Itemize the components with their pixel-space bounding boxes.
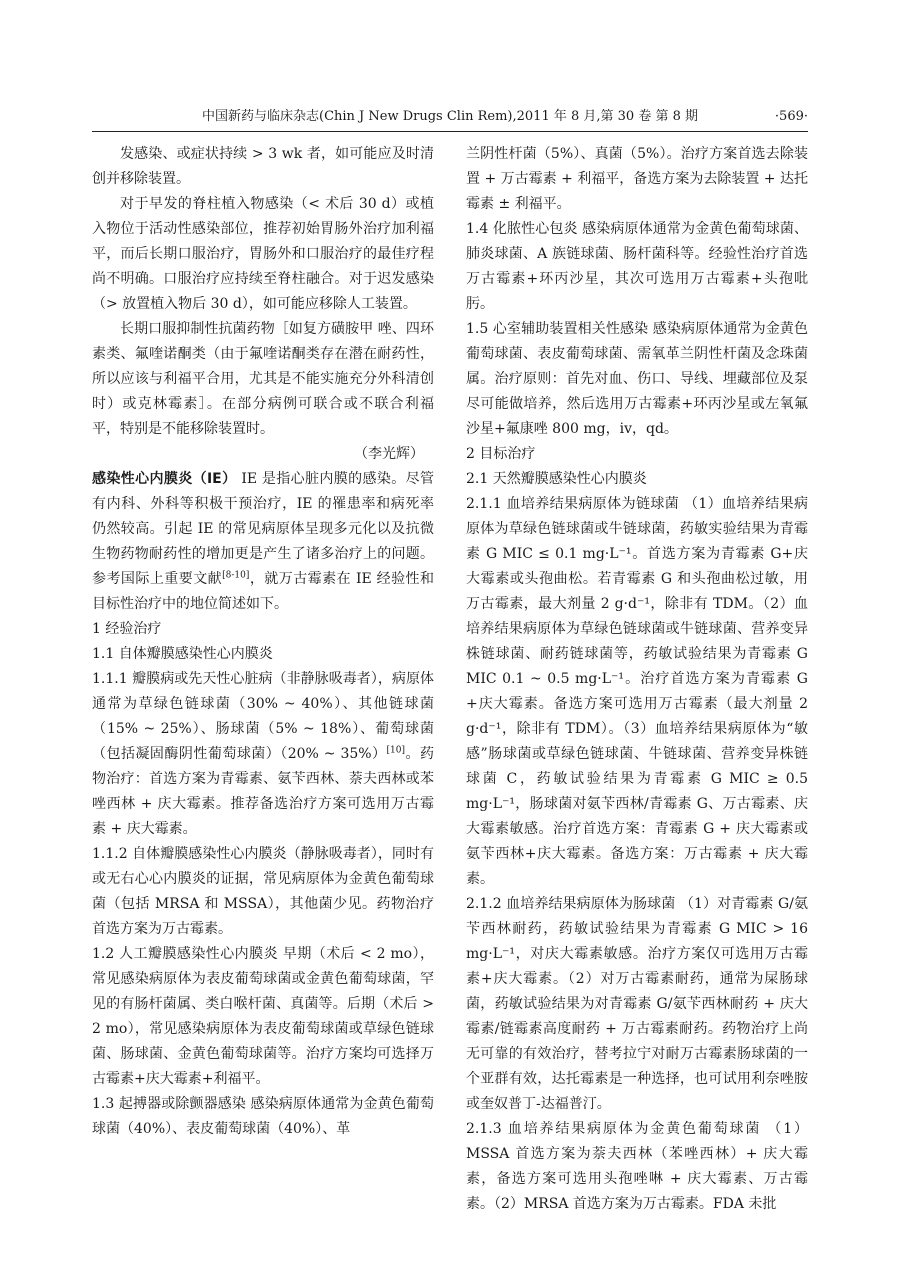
section-intro-paragraph xyxy=(92,467,434,617)
citation-ref: [10] xyxy=(386,745,406,756)
paragraph-1-1-1 xyxy=(92,667,434,842)
section-keyword: 感染性心内膜炎（IE） xyxy=(92,471,237,487)
paragraph-text: ，就万古霉素在 IE 经验性和目标性治疗中的地位简述如下。 xyxy=(92,571,434,612)
paragraph: 兰阴性杆菌（5%）、真菌（5%）。治疗方案首选去除装置 + 万古霉素 + 利福平，备选方案为去除装置 + 达托霉素 ± 利福平。 xyxy=(466,146,808,212)
running-header xyxy=(92,107,808,127)
paragraph: 长期口服抑制性抗菌药物［如复方磺胺甲 唑、四环素类、氟喹诺酮类（由于氟喹诺酮类存在潜在耐药性，所以应该与利福平合用，尤其是不能实施充分外科清创时）或克林霉素］。在部分病例可联合或不联合利福平，特别是不能移除装置时。 xyxy=(92,321,434,437)
page-number: ·569· xyxy=(774,109,808,124)
paragraph: 对于早发的脊柱植入物感染（< 术后 30 d）或植入物位于活动性感染部位，推荐初始胃肠外治疗加利福平，而后长期口服治疗，胃肠外和口服治疗的最佳疗程尚不明确。口服治疗应持续至脊柱融合。对于迟发感染（> 放置植入物后 30 d），如可能应移除人工装置。 xyxy=(92,196,434,312)
paragraph-2-1-2: 2.1.2 血培养结果病原体为肠球菌 （1）对青霉素 G/氨苄西林耐药，药敏试验结果为青霉素 G MIC > 16 mg·L⁻¹，对庆大霉素敏感。治疗方案仅可选用万古霉素+庆大霉素。（2）对万古霉素耐药，通常为屎肠球菌，药敏试验结果为对青霉素 G/氨苄西林耐药 + 庆大霉素/链霉素高度耐药 + 万古霉素耐药。药物治疗上尚无可靠的有效治疗，替考拉宁对耐万古霉素肠球菌的一个亚群有效，达托霉素是一种选择，也可试用利奈唑胺或奎奴普丁-达福普汀。 xyxy=(466,896,808,1112)
left-column xyxy=(92,142,434,1267)
citation-ref: [8-10] xyxy=(222,570,250,581)
heading-2-1: 2.1 天然瓣膜感染性心内膜炎 xyxy=(466,471,647,487)
heading-1: 1 经验治疗 xyxy=(92,621,162,637)
right-column xyxy=(466,142,808,1267)
paragraph-1-1-2: 1.1.2 自体瓣膜感染性心内膜炎（静脉吸毒者），同时有或无右心心内膜炎的证据，常见病原体为金黄色葡萄球菌（包括 MRSA 和 MSSA），其他菌少见。药物治疗首选方案为万古霉素。 xyxy=(92,846,434,937)
author-signature: （李光辉） xyxy=(354,446,424,462)
paragraph-1-4: 1.4 化脓性心包炎 感染病原体通常为金黄色葡萄球菌、肺炎球菌、A 族链球菌、肠杆菌科等。经验性治疗首选万古霉素+环丙沙星，其次可选用万古霉素+头孢吡肟。 xyxy=(466,221,808,312)
paragraph-1-3: 1.3 起搏器或除颤器感染 感染病原体通常为金黄色葡萄球菌（40%）、表皮葡萄球菌（40%）、革 xyxy=(92,1096,434,1137)
paragraph-text: 。药物治疗：首选方案为青霉素、氨苄西林、萘夫西林或苯唑西林 + 庆大霉素。推荐备选治疗方案可选用万古霉素 + 庆大霉素。 xyxy=(92,746,434,837)
paragraph-1-2: 1.2 人工瓣膜感染性心内膜炎 早期（术后 < 2 mo），常见感染病原体为表皮葡萄球菌或金黄色葡萄球菌，罕见的有肠杆菌属、类白喉杆菌、真菌等。后期（术后 > 2 mo），常见感染病原体为表皮葡萄球菌或草绿色链球菌、肠球菌、金黄色葡萄球菌等。治疗方案均可选择万古霉素+庆大霉素+利福平。 xyxy=(92,946,434,1087)
paragraph-text: 1.1.1 瓣膜病或先天性心脏病（非静脉吸毒者），病原体通常为草绿色链球菌（30% ~ 40%）、其他链球菌（15% ~ 25%）、肠球菌（5% ~ 18%）、葡萄球菌（包括凝固酶阴性葡萄球菌）（20% ~ 35%） xyxy=(92,671,434,762)
paragraph-1-5: 1.5 心室辅助装置相关性感染 感染病原体通常为金黄色葡萄球菌、表皮葡萄球菌、需氧革兰阴性杆菌及念珠菌属。治疗原则：首先对血、伤口、导线、埋藏部位及泵尽可能做培养，然后选用万古霉素+环丙沙星或左氧氟沙星+氟康唑 800 mg，iv，qd。 xyxy=(466,321,808,437)
paragraph-2-1-1: 2.1.1 血培养结果病原体为链球菌 （1）血培养结果病原体为草绿色链球菌或牛链球菌，药敏实验结果为青霉素 G MIC ≤ 0.1 mg·L⁻¹。首选方案为青霉素 G+庆大霉素或头孢曲松。若青霉素 G 和头孢曲松过敏，用万古霉素，最大剂量 2 g·d⁻¹，除非有 TDM。（2）血培养结果病原体为草绿色链球菌或牛链球菌、营养变异株链球菌、耐药链球菌等，药敏试验结果为青霉素 G MIC 0.1 ~ 0.5 mg·L⁻¹。治疗首选方案为青霉素 G +庆大霉素。备选方案可选用万古霉素（最大剂量 2 g·d⁻¹，除非有 TDM）。（3）血培养结果病原体为“敏感”肠球菌或草绿色链球菌、牛链球菌、营养变异株链球菌 C，药敏试验结果为青霉素 G MIC ≥ 0.5 mg·L⁻¹，肠球菌对氨苄西林/青霉素 G、万古霉素、庆大霉素敏感。治疗首选方案：青霉素 G + 庆大霉素或氨苄西林+庆大霉素。备选方案：万古霉素 + 庆大霉素。 xyxy=(466,496,808,887)
heading-2: 2 目标治疗 xyxy=(466,446,536,462)
journal-citation: 中国新药与临床杂志(Chin J New Drugs Clin Rem),2011 年 8 月,第 30 卷 第 8 期 xyxy=(202,109,698,124)
paragraph: 发感染、或症状持续 > 3 wk 者，如可能应及时清创并移除装置。 xyxy=(92,146,434,187)
heading-1-1: 1.1 自体瓣膜感染性心内膜炎 xyxy=(92,646,273,662)
paragraph-2-1-3: 2.1.3 血培养结果病原体为金黄色葡萄球菌 （1）MSSA 首选方案为萘夫西林（苯唑西林）+ 庆大霉素，备选方案可选用头孢唑啉 + 庆大霉素、万古霉素。（2）MRSA 首选方案为万古霉素。FDA 未批 xyxy=(466,1121,808,1212)
header-rule xyxy=(92,131,808,132)
paragraph-text: IE 是指心脏内膜的感染。尽管有内科、外科等积极干预治疗，IE 的罹患率和病死率仍然较高。引起 IE 的常见病原体呈现多元化以及抗微生物药物耐药性的增加更是产生了诸多治疗上的问题。参考国际上重要文献 xyxy=(92,471,434,587)
